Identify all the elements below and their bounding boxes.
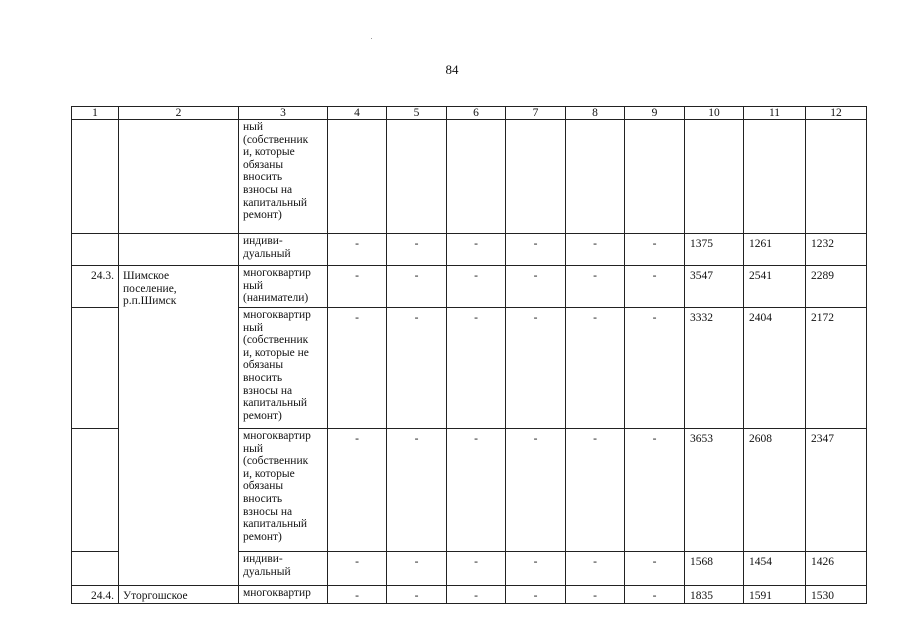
- value-cell: -: [566, 234, 625, 266]
- value-cell: 2172: [806, 308, 867, 429]
- value-cell: -: [328, 586, 387, 604]
- category-text: многоквартир ный (собственник и, которые обязаны вносить взносы на капитальный ремонт): [243, 430, 311, 543]
- value-cell: -: [566, 586, 625, 604]
- value-cell: 3547: [685, 266, 744, 308]
- value-cell: -: [447, 586, 506, 604]
- value-cell: -: [328, 234, 387, 266]
- value-cell: 1232: [806, 234, 867, 266]
- category-text: индиви- дуальный: [243, 235, 291, 260]
- value-cell: [685, 120, 744, 234]
- value-cell: -: [447, 308, 506, 429]
- column-number: 12: [806, 107, 867, 120]
- table-row: [72, 234, 867, 266]
- value-cell: 1426: [806, 552, 867, 586]
- value-cell: 1261: [744, 234, 806, 266]
- value-cell: [625, 120, 685, 234]
- value-cell: 1454: [744, 552, 806, 586]
- category-cell: [239, 429, 328, 552]
- settlement-text: Уторгошское: [123, 590, 188, 602]
- column-number: 3: [239, 107, 328, 120]
- column-number: 11: [744, 107, 806, 120]
- settlement-cell: [119, 266, 239, 586]
- value-cell: [447, 120, 506, 234]
- value-cell: -: [566, 429, 625, 552]
- category-cell: [239, 586, 328, 604]
- settlement-cell: [119, 586, 239, 604]
- value-cell: [387, 120, 447, 234]
- table-row: [72, 120, 867, 234]
- category-text: ный (собственник и, которые обязаны вносить взносы на капитальный ремонт): [243, 121, 309, 222]
- value-cell: 3653: [685, 429, 744, 552]
- category-cell: [239, 120, 328, 234]
- value-cell: 2289: [806, 266, 867, 308]
- value-cell: -: [566, 552, 625, 586]
- value-cell: 2347: [806, 429, 867, 552]
- value-cell: [744, 120, 806, 234]
- table-row: [72, 266, 867, 308]
- value-cell: -: [387, 552, 447, 586]
- value-cell: -: [506, 266, 566, 308]
- column-number: 7: [506, 107, 566, 120]
- category-cell: [239, 308, 328, 429]
- row-number-cell: [72, 120, 119, 234]
- value-cell: 2608: [744, 429, 806, 552]
- value-cell: -: [447, 429, 506, 552]
- category-cell: [239, 552, 328, 586]
- category-text: многоквартир: [243, 587, 311, 599]
- column-number: 2: [119, 107, 239, 120]
- value-cell: [328, 120, 387, 234]
- row-number-cell: [72, 234, 119, 266]
- category-text: многоквартир ный (наниматели): [243, 267, 311, 305]
- value-cell: -: [387, 266, 447, 308]
- column-number-row: [72, 107, 867, 120]
- column-number: 6: [447, 107, 506, 120]
- value-cell: -: [506, 586, 566, 604]
- value-cell: 1591: [744, 586, 806, 604]
- value-cell: -: [328, 429, 387, 552]
- category-text: индиви- дуальный: [243, 553, 291, 578]
- value-cell: -: [625, 234, 685, 266]
- value-cell: 1568: [685, 552, 744, 586]
- value-cell: [566, 120, 625, 234]
- value-cell: -: [625, 586, 685, 604]
- value-cell: -: [387, 308, 447, 429]
- value-cell: [806, 120, 867, 234]
- value-cell: -: [625, 266, 685, 308]
- value-cell: 3332: [685, 308, 744, 429]
- value-cell: 1530: [806, 586, 867, 604]
- value-cell: -: [506, 234, 566, 266]
- value-cell: -: [625, 429, 685, 552]
- value-cell: 2404: [744, 308, 806, 429]
- category-text: многоквартир ный (собственник и, которые не обязаны вносить взносы на капитальный ремонт): [243, 309, 311, 422]
- column-number: 9: [625, 107, 685, 120]
- column-number: 8: [566, 107, 625, 120]
- value-cell: 2541: [744, 266, 806, 308]
- scan-speck: [371, 38, 372, 39]
- category-cell: [239, 234, 328, 266]
- value-cell: -: [447, 552, 506, 586]
- page-number: 84: [445, 62, 459, 77]
- table-row: [72, 586, 867, 604]
- tariff-table: [71, 106, 867, 604]
- row-number-cell: [72, 552, 119, 586]
- value-cell: -: [387, 429, 447, 552]
- row-number-cell: [72, 429, 119, 552]
- value-cell: [506, 120, 566, 234]
- row-number-cell: 24.3.: [72, 266, 119, 308]
- settlement-cell: [119, 120, 239, 234]
- column-number: 5: [387, 107, 447, 120]
- column-number: 10: [685, 107, 744, 120]
- value-cell: -: [387, 234, 447, 266]
- value-cell: -: [328, 308, 387, 429]
- settlement-text: Шимское поселение, р.п.Шимск: [123, 270, 177, 308]
- row-number-cell: [72, 308, 119, 429]
- value-cell: -: [625, 552, 685, 586]
- value-cell: -: [566, 266, 625, 308]
- settlement-cell: [119, 234, 239, 266]
- value-cell: -: [506, 429, 566, 552]
- value-cell: 1375: [685, 234, 744, 266]
- value-cell: -: [625, 308, 685, 429]
- value-cell: -: [328, 552, 387, 586]
- column-number: 1: [72, 107, 119, 120]
- value-cell: -: [506, 552, 566, 586]
- row-number-cell: 24.4.: [72, 586, 119, 604]
- value-cell: 1835: [685, 586, 744, 604]
- value-cell: -: [387, 586, 447, 604]
- value-cell: -: [506, 308, 566, 429]
- value-cell: -: [566, 308, 625, 429]
- category-cell: [239, 266, 328, 308]
- value-cell: -: [328, 266, 387, 308]
- value-cell: -: [447, 234, 506, 266]
- value-cell: -: [447, 266, 506, 308]
- column-number: 4: [328, 107, 387, 120]
